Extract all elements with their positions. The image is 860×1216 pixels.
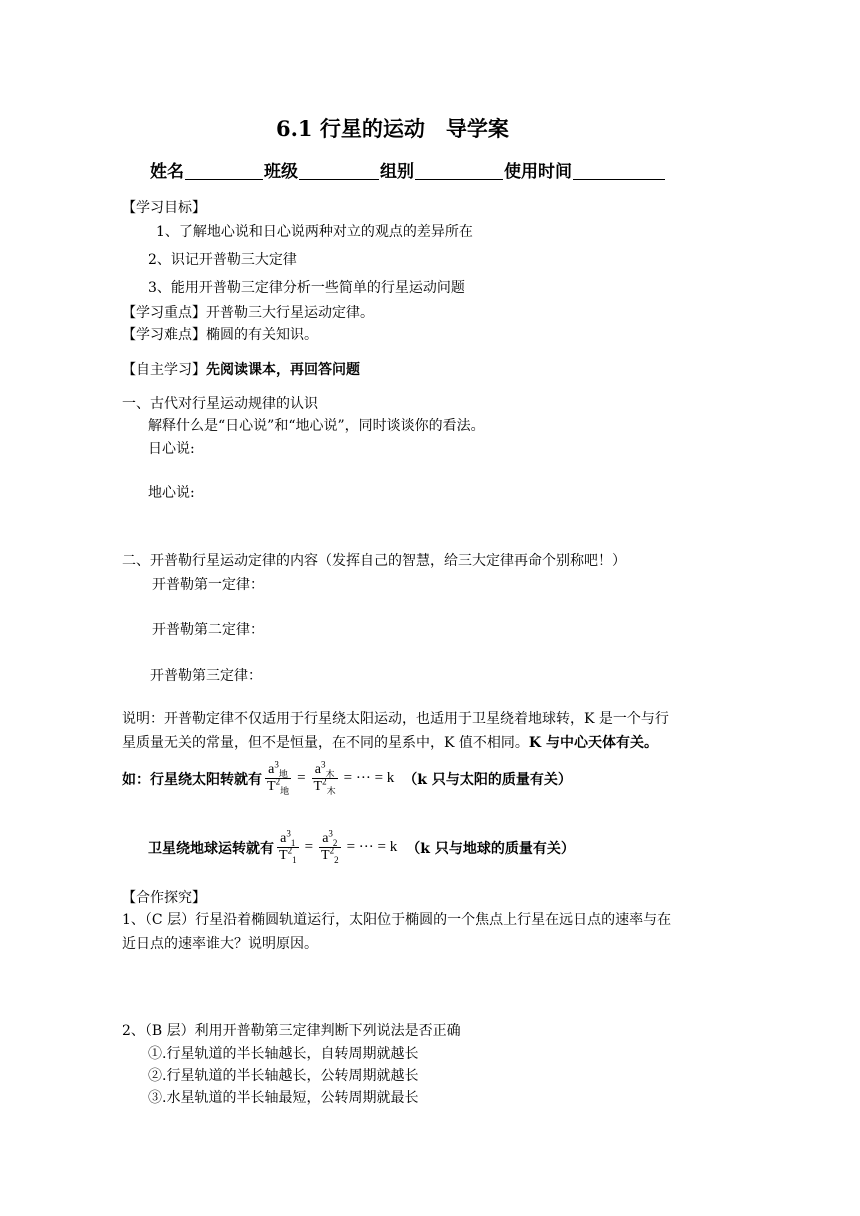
objective-item: 1、了解地心说和日心说两种对立的观点的差异所在 xyxy=(156,224,473,240)
geocentric-label: 地心说: xyxy=(148,485,195,501)
self-study-label: 【自主学习】 xyxy=(122,362,206,378)
heliocentric-label: 日心说: xyxy=(148,441,195,457)
self-study-text: 先阅读课本，再回答问题 xyxy=(206,362,360,378)
difficulty-text: 椭圆的有关知识。 xyxy=(206,327,318,343)
student-info-line xyxy=(150,161,666,183)
formula-sun xyxy=(122,759,572,796)
class-blank[interactable] xyxy=(299,162,379,180)
equals-k: = ··· = k xyxy=(346,839,398,855)
note-line2-bold: K 与中心天体有关。 xyxy=(528,735,658,751)
note-line2 xyxy=(122,734,658,752)
group-label: 组别 xyxy=(380,162,414,182)
objectives-heading: 【学习目标】 xyxy=(122,200,206,216)
law1-label: 开普勒第一定律： xyxy=(152,577,264,593)
question2-item: ①.行星轨道的半长轴越长，自转周期就越长 xyxy=(148,1046,419,1062)
equals-sign: = xyxy=(297,770,306,786)
formula-sun-prefix: 如：行星绕太阳转就有 xyxy=(122,771,262,788)
section1-heading: 一、古代对行星运动规律的认识 xyxy=(122,396,318,412)
law3-label: 开普勒第三定律： xyxy=(150,668,262,684)
cooperate-heading: 【合作探究】 xyxy=(122,890,206,906)
key-point-text: 开普勒三大行星运动定律。 xyxy=(206,305,374,321)
class-label: 班级 xyxy=(264,162,298,182)
fraction-satellite-1: $\frac{a^3_1}{T^2_1}$ xyxy=(279,828,297,865)
objective-item: 2、识记开普勒三大定律 xyxy=(148,252,297,268)
key-point-label: 【学习重点】 xyxy=(122,305,206,321)
name-blank[interactable] xyxy=(185,162,263,180)
section2-heading: 二、开普勒行星运动定律的内容（发挥自己的智慧，给三大定律再命个别称吧！） xyxy=(122,553,626,569)
fraction-jupiter: $\frac{a^3_木}{T^2_木}$ xyxy=(313,759,336,796)
name-label: 姓名 xyxy=(150,162,184,182)
page-title: 6.1 行星的运动 导学案 xyxy=(276,116,509,141)
formula-earth-prefix: 卫星绕地球运转就有 xyxy=(148,840,274,857)
fraction-satellite-2: $\frac{a^3_2}{T^2_2}$ xyxy=(321,828,339,865)
fraction-earth: $\frac{a^3_地}{T^2_地}$ xyxy=(267,759,290,796)
difficulty-label: 【学习难点】 xyxy=(122,327,206,343)
question1-line2: 近日点的速率谁大？说明原因。 xyxy=(122,936,318,952)
law2-label: 开普勒第二定律： xyxy=(152,622,264,638)
difficulty xyxy=(122,326,318,344)
note-line2-normal: 星质量无关的常量，但不是恒量，在不同的星系中，K 值不相同。 xyxy=(122,735,529,751)
objective-item: 3、能用开普勒三定律分析一些简单的行星运动问题 xyxy=(148,280,465,296)
group-blank[interactable] xyxy=(415,162,503,180)
formula-earth-suffix: （k 只与地球的质量有关） xyxy=(406,840,575,857)
question2-item: ③.水星轨道的半长轴最短，公转周期就最长 xyxy=(148,1090,419,1106)
formula-earth xyxy=(148,828,575,865)
section1-prompt: 解释什么是“日心说”和“地心说”，同时谈谈你的看法。 xyxy=(148,418,485,434)
self-study xyxy=(122,361,360,379)
question2-heading: 2、（B 层）利用开普勒第三定律判断下列说法是否正确 xyxy=(122,1023,461,1039)
equals-k: = ··· = k xyxy=(343,770,395,786)
time-label: 使用时间 xyxy=(504,162,572,182)
equals-sign: = xyxy=(304,839,314,855)
formula-sun-suffix: （k 只与太阳的质量有关） xyxy=(403,771,572,788)
question1-line1: 1、（C 层）行星沿着椭圆轨道运行，太阳位于椭圆的一个焦点上行星在远日点的速率与在 xyxy=(122,912,672,928)
time-blank[interactable] xyxy=(573,162,665,180)
key-point xyxy=(122,304,374,322)
note-line1: 说明：开普勒定律不仅适用于行星绕太阳运动，也适用于卫星绕着地球转，K 是一个与行 xyxy=(122,711,669,727)
question2-item: ②.行星轨道的半长轴越长，公转周期就越长 xyxy=(148,1068,419,1084)
